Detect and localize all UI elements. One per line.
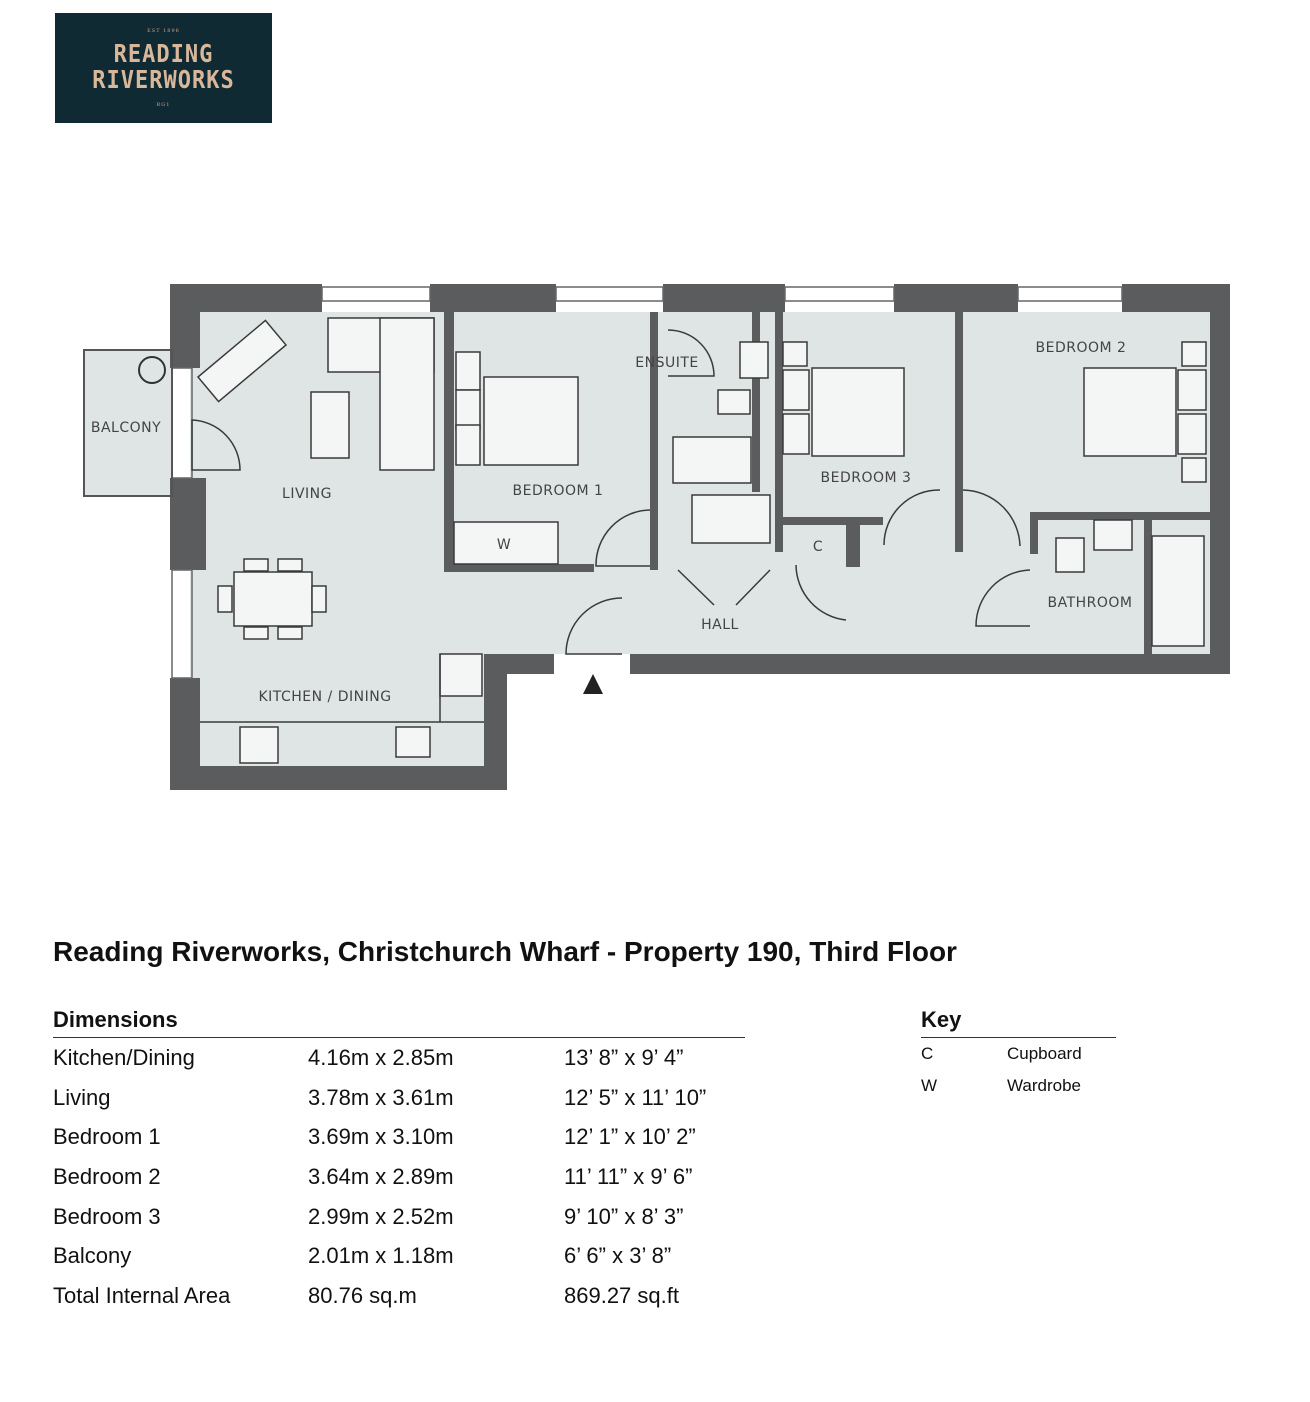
room-label-bedroom-2: BEDROOM 2 [1035, 340, 1127, 356]
logo-line-2: RIVERWORKS [92, 66, 235, 95]
key-label: Cupboard [1007, 1044, 1082, 1063]
key-label: Wardrobe [1007, 1076, 1082, 1095]
room-label-hall: HALL [701, 617, 739, 633]
logo-region: RG1 [156, 102, 171, 108]
room-name: Bedroom 3 [53, 1203, 161, 1229]
imperial-size: 869.27 sq.ft [564, 1282, 679, 1308]
dining-table-icon [234, 572, 312, 626]
metric-size: 3.69m x 3.10m [308, 1124, 454, 1150]
hob-icon [240, 727, 278, 763]
key-table [921, 1007, 1116, 1102]
room-name: Balcony [53, 1243, 132, 1269]
fridge-icon [440, 654, 482, 696]
dimensions-heading: Dimensions [53, 1007, 745, 1038]
imperial-size: 11’ 11” x 9’ 6” [564, 1163, 693, 1189]
key-code: C [921, 1044, 934, 1063]
property-title: Reading Riverworks, Christchurch Wharf - Property 190, Third Floor [53, 936, 957, 967]
metric-size: 2.01m x 1.18m [308, 1243, 454, 1269]
table-row [53, 1197, 745, 1237]
floor-plan [0, 270, 1310, 810]
metric-size: 3.78m x 3.61m [308, 1084, 454, 1110]
room-label-balcony: BALCONY [90, 420, 162, 436]
room-label-bedroom-3: BEDROOM 3 [820, 470, 912, 486]
logo-established: EST 1896 [147, 28, 180, 34]
room-name: Total Internal Area [53, 1282, 231, 1308]
room-label-wardrobe: W [496, 537, 512, 553]
list-item [921, 1070, 1116, 1102]
imperial-size: 12’ 1” x 10’ 2” [564, 1124, 696, 1150]
bed-3-icon [812, 368, 904, 456]
ensuite-wc-icon [718, 390, 750, 414]
room-name: Bedroom 2 [53, 1163, 161, 1189]
logo [55, 13, 272, 123]
metric-size: 4.16m x 2.85m [308, 1044, 454, 1070]
room-name: Living [53, 1084, 111, 1110]
coffee-table-icon [311, 392, 349, 458]
dimensions-table [53, 1007, 745, 1316]
shower-icon [673, 437, 751, 483]
table-row [53, 1117, 745, 1157]
room-label-bedroom-1: BEDROOM 1 [512, 483, 604, 499]
imperial-size: 9’ 10” x 8’ 3” [564, 1203, 684, 1229]
imperial-size: 12’ 5” x 11’ 10” [564, 1084, 707, 1110]
key-heading: Key [921, 1007, 1116, 1038]
metric-size: 80.76 sq.m [308, 1282, 417, 1308]
table-row [53, 1038, 745, 1078]
ensuite-basin-icon [740, 342, 768, 378]
room-label-kitchen-dining: KITCHEN / DINING [258, 689, 392, 705]
bed-1-icon [484, 377, 578, 465]
bath-icon [1152, 536, 1204, 646]
sink-icon [396, 727, 430, 757]
table-row [53, 1157, 745, 1197]
room-name: Bedroom 1 [53, 1124, 161, 1150]
imperial-size: 6’ 6” x 3’ 8” [564, 1243, 672, 1269]
room-name: Kitchen/Dining [53, 1044, 195, 1070]
bathroom-basin-icon [1094, 520, 1132, 550]
key-code: W [921, 1076, 938, 1095]
bed-2-icon [1084, 368, 1176, 456]
metric-size: 3.64m x 2.89m [308, 1163, 454, 1189]
room-label-ensuite: ENSUITE [635, 355, 699, 371]
bathroom-wc-icon [1056, 538, 1084, 572]
imperial-size: 13’ 8” x 9’ 4” [564, 1044, 684, 1070]
room-label-cupboard: C [812, 539, 824, 555]
entrance-arrow-icon [583, 674, 603, 694]
list-item [921, 1038, 1116, 1070]
table-row [53, 1236, 745, 1276]
table-row [53, 1276, 745, 1316]
room-label-living: LIVING [282, 486, 332, 502]
logo-line-1: READING [113, 40, 214, 69]
metric-size: 2.99m x 2.52m [308, 1203, 454, 1229]
room-label-bathroom: BATHROOM [1047, 595, 1133, 611]
table-row [53, 1078, 745, 1118]
